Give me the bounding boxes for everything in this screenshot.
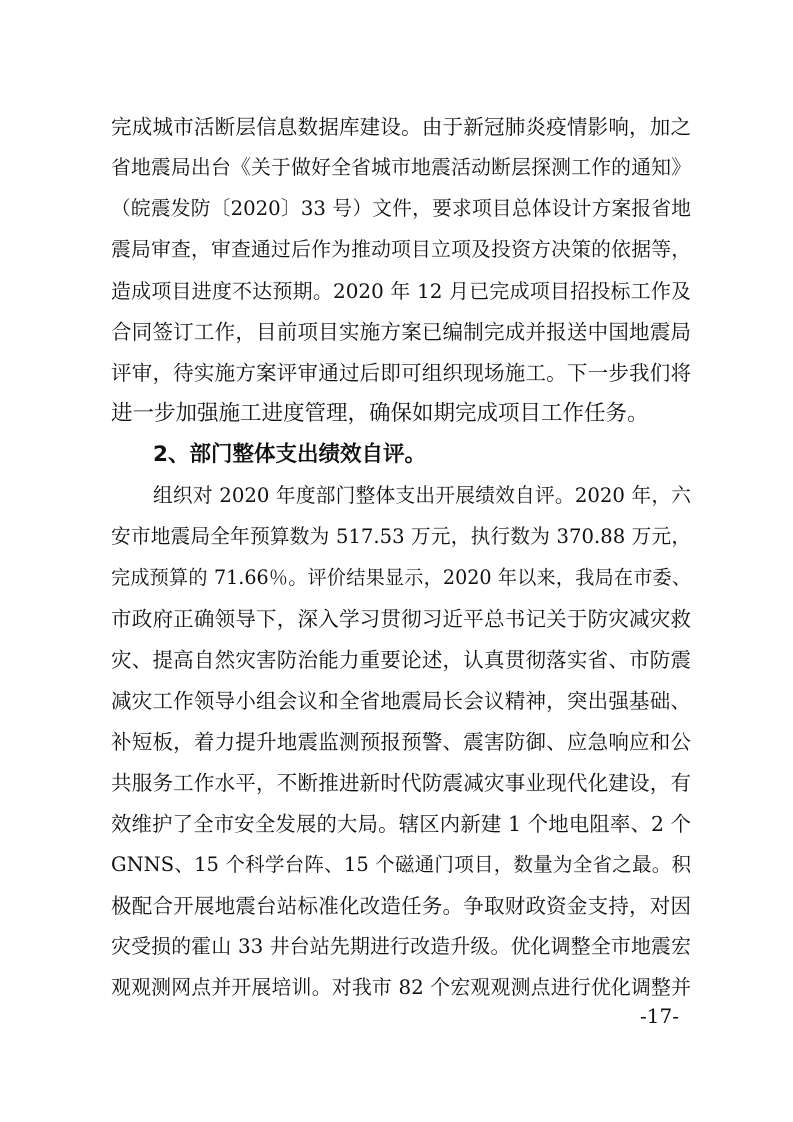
paragraph-2-line-11: 极配合开展地震台站标准化改造任务。争取财政资金支持，对因 — [111, 894, 691, 918]
paragraph-1-line-7: 评审，待实施方案评审通过后即可组织现场施工。下一步我们将 — [111, 361, 691, 385]
paragraph-1-line-2: 省地震局出台《关于做好全省城市地震活动断层探测工作的通知》 — [111, 156, 691, 179]
paragraph-2-line-7: 补短板，着力提升地震监测预报预警、震害防御、应急响应和公 — [111, 730, 691, 754]
paragraph-2-line-8: 共服务工作水平，不断推进新时代防震减灾事业现代化建设，有 — [111, 771, 691, 795]
paragraph-1-line-4: 震局审查，审查通过后作为推动项目立项及投资方决策的依据等， — [111, 238, 691, 261]
paragraph-2-line-3: 完成预算的 71.66％。评价结果显示，2020 年以来，我局在市委、 — [111, 566, 691, 589]
paragraph-1-line-1: 完成城市活断层信息数据库建设。由于新冠肺炎疫情影响，加之 — [111, 115, 691, 139]
paragraph-2-line-6: 减灾工作领导小组会议和全省地震局长会议精神，突出强基础、 — [111, 689, 691, 713]
paragraph-1-line-6: 合同签订工作，目前项目实施方案已编制完成并报送中国地震局 — [111, 320, 691, 344]
section-heading: 2、部门整体支出绩效自评。 — [153, 442, 426, 467]
paragraph-2-line-13: 观观测网点并开展培训。对我市 82 个宏观观测点进行优化调整并 — [111, 976, 691, 999]
paragraph-2-line-10: GNNS、15 个科学台阵、15 个磁通门项目，数量为全省之最。积 — [111, 853, 691, 876]
paragraph-1-line-3: （皖震发防〔2020〕33 号）文件，要求项目总体设计方案报省地 — [111, 197, 691, 220]
page-number: -17- — [640, 1004, 679, 1028]
paragraph-2-line-5: 灾、提高自然灾害防治能力重要论述，认真贯彻落实省、市防震 — [111, 648, 691, 672]
paragraph-2-line-9: 效维护了全市安全发展的大局。辖区内新建 1 个地电阻率、2 个 — [111, 812, 691, 836]
paragraph-2-line-2: 安市地震局全年预算数为 517.53 万元，执行数为 370.88 万元， — [111, 525, 691, 548]
paragraph-2-line-1: 组织对 2020 年度部门整体支出开展绩效自评。2020 年，六 — [153, 484, 691, 507]
paragraph-2-line-4: 市政府正确领导下，深入学习贯彻习近平总书记关于防灾减灾救 — [111, 607, 691, 631]
paragraph-2-line-12: 灾受损的霍山 33 井台站先期进行改造升级。优化调整全市地震宏 — [111, 935, 691, 958]
paragraph-1-line-5: 造成项目进度不达预期。2020 年 12 月已完成项目招投标工作及 — [111, 279, 691, 303]
paragraph-1-line-8: 进一步加强施工进度管理，确保如期完成项目工作任务。 — [111, 401, 649, 426]
